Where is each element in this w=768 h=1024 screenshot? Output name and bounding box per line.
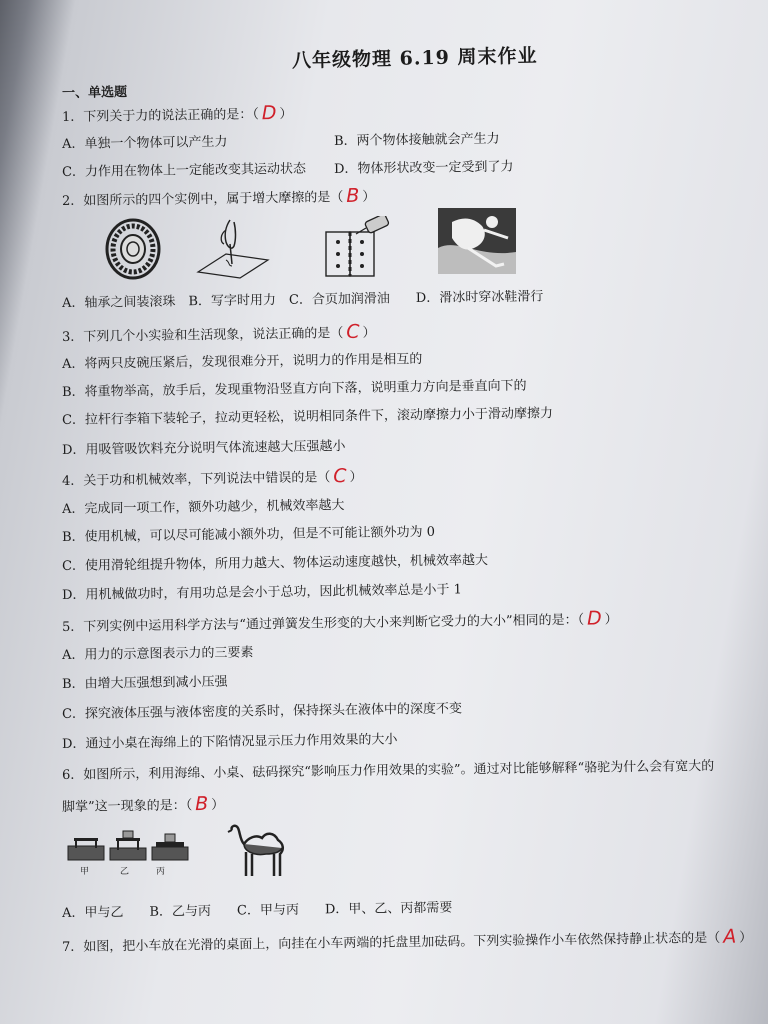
question-5-stem: 5．下列实例中运用科学方法与“通过弹簧发生形变的大小来判断它受力的大小”相同的是：（ D ） — [61, 607, 618, 635]
writing-hand-figure — [196, 216, 270, 280]
handwritten-answer-7: A — [723, 925, 737, 948]
page-title: 八年级物理 6.19 周末作业 — [291, 44, 538, 72]
question-1-stem: 1．下列关于力的说法正确的是：（ D ） — [61, 102, 293, 125]
question-1-option-a: A．单独一个物体可以产生力 — [61, 134, 228, 152]
question-4-option-c: C．使用滑轮组提升物体，所用力越大、物体运动速度越快，机械效率越大 — [61, 553, 489, 574]
question-3-option-c: C．拉杆行李箱下装轮子，拉动更轻松，说明相同条件下，滚动摩擦力小于滑动摩擦力 — [61, 406, 554, 428]
question-3-stem: 3．下列几个小实验和生活现象，说法正确的是（ C ） — [61, 320, 376, 345]
question-5-option-d: D．通过小桌在海绵上的下陷情况显示压力作用效果的大小 — [61, 732, 398, 752]
question-4-option-a: A．完成同一项工作，额外功越少，机械效率越大 — [61, 498, 345, 517]
handwritten-answer-4: C — [333, 465, 347, 488]
question-5-option-a: A．用力的示意图表示力的三要素 — [61, 645, 254, 663]
question-6-stem: 6．如图所示，利用海绵、小桌、砝码探究“影响压力作用效果的实验”。通过对比能够解释“骆驼为什么会有宽大的 — [61, 758, 715, 783]
sponge-label-bing: 丙 — [155, 866, 166, 877]
sponge-label-jia: 甲 — [79, 866, 90, 877]
question-1-option-b: B．两个物体接触就会产生力 — [333, 131, 500, 149]
hinge-oil-figure — [318, 216, 394, 280]
handwritten-answer-1: D — [261, 102, 277, 125]
question-4-option-b: B．使用机械，可以尽可能减小额外功，但是不可能让额外功为 0 — [61, 524, 436, 545]
question-2-stem: 2．如图所示的四个实例中，属于增大摩擦的是（ B ） — [61, 184, 376, 209]
handwritten-answer-3: C — [346, 320, 360, 344]
question-4-stem: 4．关于功和机械效率，下列说法中错误的是（ C ） — [61, 465, 363, 489]
handwritten-answer-6: B — [195, 792, 209, 816]
skating-figure — [438, 208, 516, 274]
question-3-option-b: B．将重物举高，放手后，发现重物沿竖直方向下落，说明重力方向是垂直向下的 — [61, 378, 527, 400]
question-4-option-d: D．用机械做功时，有用功总是会小于总功，因此机械效率总是小于 1 — [61, 582, 462, 603]
sponge-label-yi: 乙 — [119, 866, 130, 877]
question-6-stem-continued: 脚掌”这一现象的是：（ B ） — [61, 792, 225, 816]
handwritten-answer-2: B — [346, 184, 360, 208]
question-3-option-d: D．用吸管吸饮料充分说明气体流速越大压强越小 — [61, 439, 346, 458]
question-3-option-a: A．将两只皮碗压紧后，发现很难分开，说明力的作用是相互的 — [61, 351, 423, 372]
handwritten-answer-5: D — [586, 607, 602, 630]
question-2-options: A．轴承之间装滚珠 B．写字时用力 C．合页加润滑油 D．滑冰时穿冰鞋滑行 — [61, 289, 544, 311]
camel-figure — [226, 820, 292, 880]
section-heading: 一、单选题 — [61, 85, 128, 101]
question-5-option-c: C．探究液体压强与液体密度的关系时，保持探头在液体中的深度不变 — [61, 701, 463, 722]
bearing-figure — [104, 218, 162, 280]
question-1-option-d: D．物体形状改变一定受到了力 — [333, 159, 514, 177]
question-5-option-b: B．由增大压强想到减小压强 — [61, 674, 228, 692]
question-7-stem: 7．如图，把小车放在光滑的桌面上，向挂在小车两端的托盘里加砝码。下列实验操作小车依然保持静止状态的是（ A ） — [61, 925, 753, 955]
question-1-option-c: C．力作用在物体上一定能改变其运动状态 — [61, 161, 307, 180]
question-6-options: A．甲与乙 B．乙与丙 C．甲与丙 D．甲、乙、丙都需要 — [61, 900, 453, 921]
